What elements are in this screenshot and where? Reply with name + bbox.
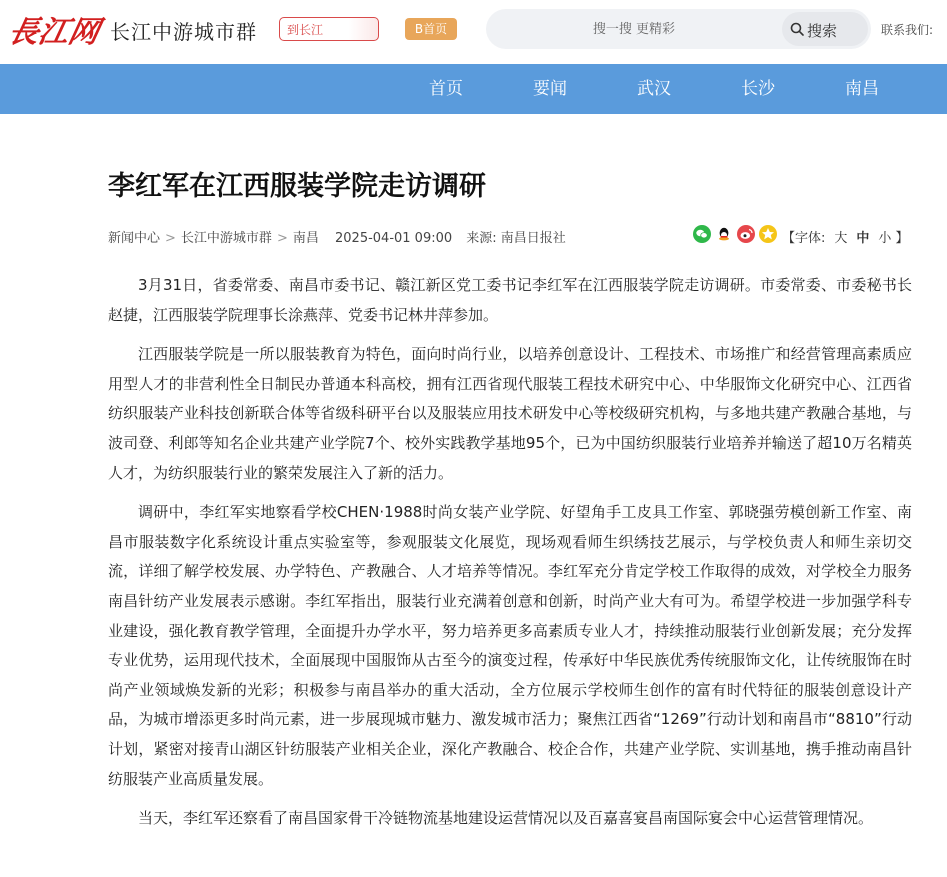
article-paragraph: 江西服装学院是一所以服装教育为特色，面向时尚行业，以培养创意设计、工程技术、市场推广和经营管理高素质应用型人才的非营利性全日制民办普通本科高校，拥有江西省现代服装工程技术研究中心、中华服饰文化研究中心、江西省纺织服装产业科技创新联合体等省级科研平台以及服装应用技术研发中心等校级研究机构，与多地共建产教融合基地，与波司登、利郎等知名企业共建产业学院7个、校外实践教学基地95个，已为中国纺织服装行业培养并输送了超10万名精英人才，为纺织服装行业的繁荣发展注入了新的活力。 bbox=[108, 345, 912, 482]
search-input[interactable] bbox=[486, 9, 782, 49]
search-button-label: 搜索 bbox=[807, 22, 838, 40]
breadcrumb-city-cluster[interactable]: 长江中游城市群 bbox=[180, 231, 272, 246]
font-size-large[interactable]: 大 bbox=[834, 231, 848, 246]
article-paragraph: 3月31日，省委常委、南昌市委书记、赣江新区党工委书记李红军在江西服装学院走访调研。市委常委、市委秘书长赵捷，江西服装学院理事长涂燕萍、党委书记林井萍参加。 bbox=[108, 276, 912, 324]
font-size-control bbox=[782, 227, 908, 246]
nav-item-changsha[interactable]: 长沙 bbox=[741, 79, 775, 99]
contact-us-link[interactable]: 联系我们: bbox=[881, 23, 934, 37]
top-header bbox=[0, 0, 947, 64]
main-nav bbox=[0, 64, 947, 114]
weibo-icon[interactable] bbox=[737, 225, 755, 243]
search-bar bbox=[486, 9, 871, 49]
font-size-medium[interactable]: 中 bbox=[856, 231, 870, 246]
font-label: 【字体: bbox=[782, 231, 826, 246]
search-icon bbox=[790, 22, 804, 36]
publish-date: 2025-04-01 09:00 bbox=[335, 231, 453, 246]
font-close: 】 bbox=[895, 231, 909, 246]
wechat-icon[interactable] bbox=[693, 225, 711, 243]
site-logo[interactable] bbox=[5, 8, 103, 54]
article-title: 李红军在江西服装学院走访调研 bbox=[108, 171, 486, 202]
article-paragraph: 当天，李红军还察看了南昌国家骨干冷链物流基地建设运营情况以及百嘉喜宴昌南国际宴会中心运营管理情况。 bbox=[138, 809, 874, 828]
breadcrumb-news-center[interactable]: 新闻中心 bbox=[108, 231, 161, 246]
breadcrumb-separator: > bbox=[276, 231, 288, 246]
article-meta bbox=[108, 227, 566, 246]
nav-item-wuhan[interactable]: 武汉 bbox=[637, 79, 671, 99]
nav-item-nanchang[interactable]: 南昌 bbox=[845, 79, 879, 99]
breadcrumb-nanchang[interactable]: 南昌 bbox=[292, 231, 319, 246]
b-home-button[interactable]: B首页 bbox=[405, 18, 457, 40]
article-paragraph: 调研中，李红军实地察看学校CHEN·1988时尚女装产业学院、好望角手工皮具工作室、郭晓强劳模创新工作室、南昌市服装数字化系统设计重点实验室等，参观服装文化展览，现场观看师生织绣技艺展示，与学校负责人和师生亲切交流，详细了解学校发展、办学特色、产教融合、人才培养等情况。李红军充分肯定学校工作取得的成效，对学校全力服务南昌针纺产业发展表示感谢。李红军指出，服装行业充满着创意和创新，时尚产业大有可为。希望学校进一步加强学科专业建设，强化教育教学管理，全面提升办学水平，努力培养更多高素质专业人才，持续推动服装行业创新发展；充分发挥专业优势，运用现代技术，全面展现中国服饰从古至今的演变过程，传承好中华民族优秀传统服饰文化，让传统服饰在时尚产业领域焕发新的光彩；积极参与南昌举办的重大活动，全方位展示学校师生创作的富有时代特征的服装创意设计产品，为城市增添更多时尚元素，进一步展现城市魅力、激发城市活力；聚焦江西省“1269”行动计划和南昌市“8810”行动计划，紧密对接青山湖区针纺服装产业相关企业，深化产教融合、校企合作，共建产业学院、实训基地，携手推动南昌针纺服装产业高质量发展。 bbox=[108, 503, 912, 788]
svg-text:長江网: 長江网 bbox=[5, 15, 103, 50]
article-source: 来源: 南昌日报社 bbox=[466, 231, 566, 246]
goto-changjiang-button[interactable] bbox=[279, 17, 379, 41]
nav-item-home[interactable]: 首页 bbox=[429, 79, 463, 99]
qq-icon[interactable] bbox=[715, 225, 733, 243]
nav-item-news[interactable]: 要闻 bbox=[533, 79, 567, 99]
font-size-small[interactable]: 小 bbox=[878, 231, 892, 246]
goto-label: 到长江 bbox=[287, 23, 324, 37]
article-body bbox=[108, 271, 912, 844]
breadcrumb-separator: > bbox=[165, 231, 176, 246]
site-name[interactable]: 长江中游城市群 bbox=[110, 20, 257, 44]
search-button[interactable] bbox=[782, 12, 868, 46]
qzone-icon[interactable] bbox=[759, 225, 777, 243]
